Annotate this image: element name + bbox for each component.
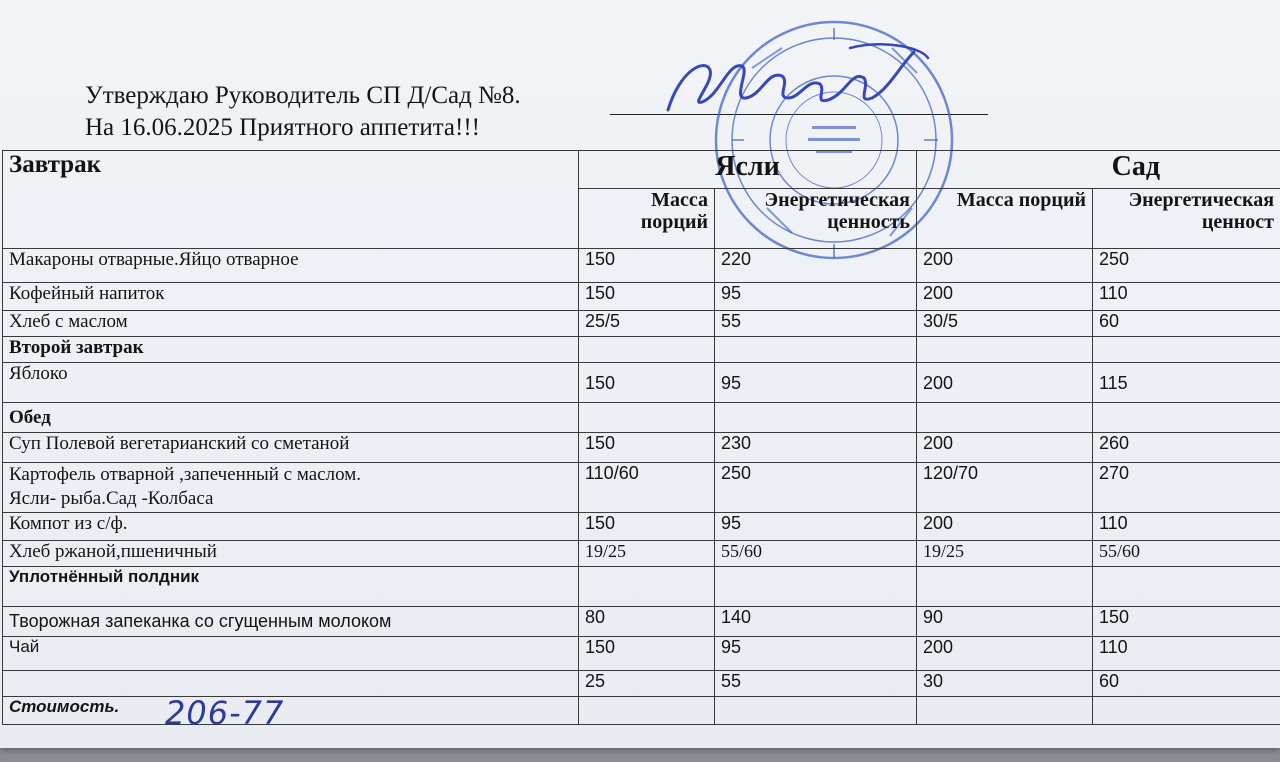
garden-energy: 110 (1093, 637, 1280, 671)
dish-name: Творожная запеканка со сгущенным молоком (3, 607, 579, 637)
nursery-mass: 150 (579, 283, 715, 311)
approval-line: Утверждаю Руководитель СП Д/Сад №8. (85, 82, 521, 109)
nursery-group-header: Ясли (579, 151, 917, 189)
garden-group-header: Сад (917, 151, 1280, 189)
garden-energy: 110 (1093, 283, 1280, 311)
garden-energy: 110 (1093, 513, 1280, 541)
menu-table (2, 150, 1280, 725)
table-row (3, 513, 1280, 541)
breakfast-header: Завтрак (3, 151, 579, 249)
nursery-mass: 150 (579, 249, 715, 283)
garden-mass: 200 (917, 283, 1093, 311)
nursery-mass: 19/25 (579, 541, 715, 567)
nursery-mass: 25 (579, 671, 715, 697)
garden-mass: 200 (917, 513, 1093, 541)
handwritten-signature (650, 40, 950, 130)
nursery-mass: 110/60 (579, 463, 715, 513)
nursery-energy: 95 (715, 513, 917, 541)
nursery-energy: 55 (715, 311, 917, 337)
dish-name: Хлеб с маслом (3, 311, 579, 337)
dish-name: Макароны отварные.Яйцо отварное (3, 249, 579, 283)
table-row (3, 249, 1280, 283)
cost-value: 206-77 (165, 694, 285, 732)
section-second-breakfast: Второй завтрак (3, 337, 579, 363)
dish-name (3, 671, 579, 697)
nursery-mass: 150 (579, 637, 715, 671)
nursery-energy: 95 (715, 283, 917, 311)
nursery-energy: 55 (715, 671, 917, 697)
dish-name-line1: Картофель отварной ,запеченный с маслом. (9, 464, 362, 485)
garden-mass: 30/5 (917, 311, 1093, 337)
nursery-energy-header: Энергетическая ценность (715, 189, 917, 249)
table-row (3, 637, 1280, 671)
nursery-mass: 150 (579, 363, 715, 403)
cost-label: Стоимость. (3, 697, 579, 725)
garden-mass: 30 (917, 671, 1093, 697)
dish-name (3, 463, 579, 513)
garden-mass: 200 (917, 363, 1093, 403)
dish-name: Яблоко (3, 363, 579, 403)
table-row (3, 311, 1280, 337)
garden-mass: 200 (917, 637, 1093, 671)
table-row (3, 607, 1280, 637)
garden-energy: 250 (1093, 249, 1280, 283)
garden-mass: 19/25 (917, 541, 1093, 567)
garden-mass-header: Масса порций (917, 189, 1093, 249)
dish-name: Хлеб ржаной,пшеничный (3, 541, 579, 567)
table-row (3, 283, 1280, 311)
garden-energy: 60 (1093, 671, 1280, 697)
section-row (3, 337, 1280, 363)
nursery-mass: 80 (579, 607, 715, 637)
nursery-energy: 250 (715, 463, 917, 513)
section-snack: Уплотнённый полдник (3, 567, 579, 607)
nursery-mass: 25/5 (579, 311, 715, 337)
garden-mass: 90 (917, 607, 1093, 637)
dish-name: Чай (3, 637, 579, 671)
garden-energy-header: Энергетическая ценност (1093, 189, 1280, 249)
dish-name-line2: Ясли- рыба.Сад -Колбаса (9, 488, 214, 509)
nursery-energy: 55/60 (715, 541, 917, 567)
nursery-energy: 220 (715, 249, 917, 283)
garden-energy: 150 (1093, 607, 1280, 637)
section-row (3, 567, 1280, 607)
nursery-energy: 140 (715, 607, 917, 637)
garden-mass: 120/70 (917, 463, 1093, 513)
date-line: На 16.06.2025 Приятного аппетита!!! (85, 114, 480, 141)
nursery-energy: 95 (715, 363, 917, 403)
table-row (3, 541, 1280, 567)
dish-name: Кофейный напиток (3, 283, 579, 311)
nursery-mass: 150 (579, 433, 715, 463)
garden-mass: 200 (917, 249, 1093, 283)
dish-name: Компот из с/ф. (3, 513, 579, 541)
nursery-mass: 150 (579, 513, 715, 541)
section-lunch: Обед (3, 403, 579, 433)
nursery-energy: 95 (715, 637, 917, 671)
table-row (3, 433, 1280, 463)
table-row (3, 363, 1280, 403)
table-row (3, 463, 1280, 513)
nursery-mass-header: Масса порций (579, 189, 715, 249)
garden-mass: 200 (917, 433, 1093, 463)
group-header-row (3, 151, 1280, 189)
nursery-energy: 230 (715, 433, 917, 463)
table-row (3, 671, 1280, 697)
garden-energy: 60 (1093, 311, 1280, 337)
garden-energy: 270 (1093, 463, 1280, 513)
section-row (3, 403, 1280, 433)
garden-energy: 260 (1093, 433, 1280, 463)
garden-energy: 115 (1093, 363, 1280, 403)
garden-energy: 55/60 (1093, 541, 1280, 567)
dish-name: Суп Полевой вегетарианский со сметаной (3, 433, 579, 463)
